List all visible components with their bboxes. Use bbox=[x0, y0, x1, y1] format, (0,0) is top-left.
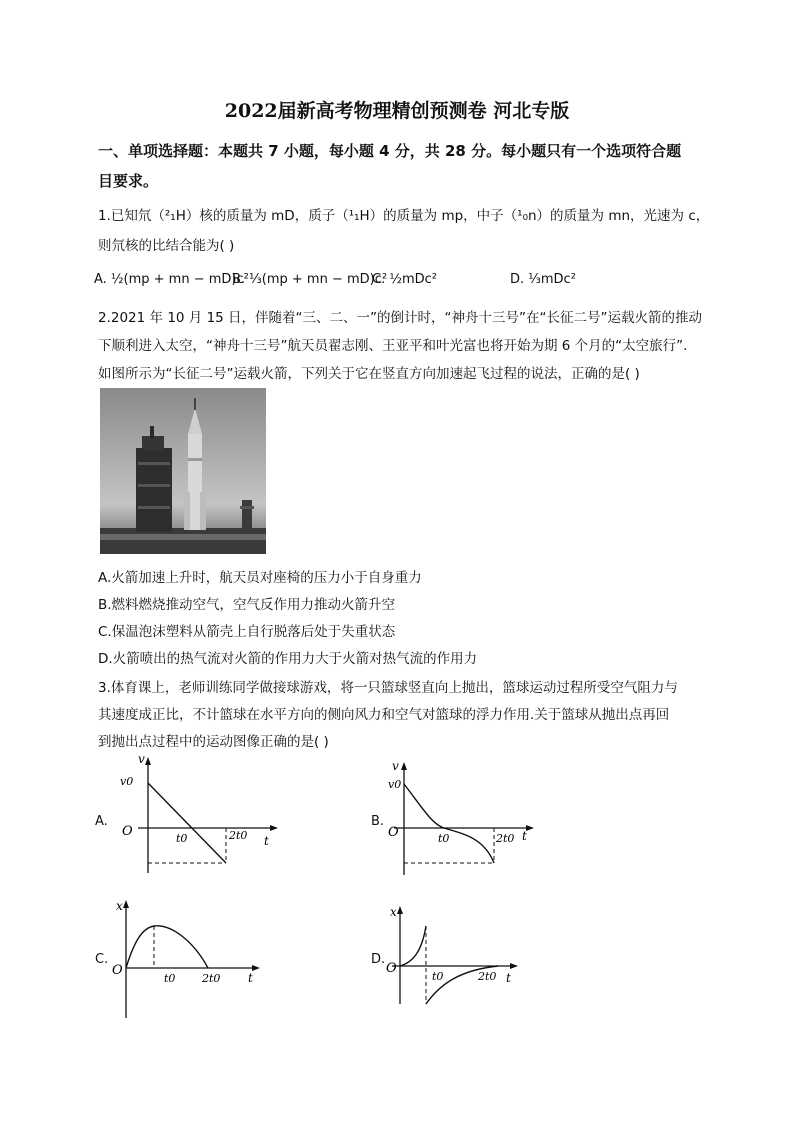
graph-c-t0: t0 bbox=[164, 972, 176, 985]
graph-a-x-arrow bbox=[270, 825, 278, 831]
graph-a-t0: t0 bbox=[176, 832, 188, 845]
q1-stem-line1: 1.已知氘（²₁H）核的质量为 mD，质子（¹₁H）的质量为 mp，中子（¹₀n）的质量为 mn，光速为 c， bbox=[98, 208, 710, 224]
q3-stem-line2: 其速度成正比，不计篮球在水平方向的侧向风力和空气对篮球的浮力作用.关于篮球从抛出点再回 bbox=[98, 707, 670, 723]
q3-stem-line3: 到抛出点过程中的运动图像正确的是( ) bbox=[98, 734, 329, 750]
graph-b-vt bbox=[384, 760, 554, 885]
graph-b-2t0: 2t0 bbox=[496, 832, 515, 845]
q2-option-b: B.燃料燃烧推动空气，空气反作用力推动火箭升空 bbox=[98, 597, 396, 613]
section-heading-line2: 目要求。 bbox=[98, 172, 159, 190]
q1-option-d: D. ⅓mDc² bbox=[510, 272, 576, 287]
graph-c-origin: O bbox=[112, 963, 123, 978]
graph-d-origin: O bbox=[386, 961, 397, 976]
graph-b-origin: O bbox=[388, 825, 399, 840]
graph-c-y-arrow bbox=[123, 900, 129, 908]
graph-c-t-label: t bbox=[248, 971, 253, 985]
q2-stem-line3: 如图所示为“长征二号”运载火箭，下列关于它在竖直方向加速起飞过程的说法，正确的是( ) bbox=[98, 366, 640, 382]
graph-b-v0: v0 bbox=[388, 778, 402, 791]
q2-stem-line2: 下顺利进入太空，“神舟十三号”航天员翟志刚、王亚平和叶光富也将开始为期 6 个月的“太空旅行”. bbox=[98, 338, 688, 354]
graph-d-label: D. bbox=[371, 952, 386, 967]
q1-option-c: C. ½mDc² bbox=[372, 272, 437, 287]
graph-c-2t0: 2t0 bbox=[202, 972, 221, 985]
page-title: 2022届新高考物理精创预测卷 河北专版 bbox=[224, 100, 570, 122]
graph-d-xt bbox=[384, 904, 524, 1008]
section-heading-line1: 一、单项选择题：本题共 7 小题，每小题 4 分，共 28 分。每小题只有一个选项符合题 bbox=[98, 142, 682, 160]
graph-a-curve bbox=[148, 783, 226, 863]
q2-stem-line1: 2.2021 年 10 月 15 日，伴随着“三、二、一”的倒计时，“神舟十三号”在“长征二号”运载火箭的推动 bbox=[98, 310, 703, 326]
graph-a-v0: v0 bbox=[120, 775, 134, 788]
graph-b-curve bbox=[404, 784, 494, 863]
graph-b-t-label: t bbox=[522, 829, 527, 843]
graph-a-vt bbox=[112, 755, 282, 880]
graph-a-y-arrow bbox=[145, 757, 151, 765]
rocket-photo bbox=[100, 388, 266, 554]
graph-d-t-label: t bbox=[506, 971, 511, 985]
graph-d-curve-rise bbox=[400, 926, 426, 966]
graph-d-y-label: x bbox=[390, 905, 397, 919]
graph-b-t0: t0 bbox=[438, 832, 450, 845]
graph-a-origin: O bbox=[122, 824, 133, 839]
q1-option-b: B. ⅓(mp + mn − mD)c² bbox=[232, 272, 388, 287]
graph-c-xt bbox=[110, 898, 270, 1020]
graph-d-y-arrow bbox=[397, 906, 403, 914]
graph-a-t-label: t bbox=[264, 834, 269, 848]
graph-b-y-arrow bbox=[401, 762, 407, 770]
graph-d-x-arrow bbox=[510, 963, 518, 969]
q1-stem-line2: 则氘核的比结合能为( ) bbox=[98, 238, 235, 254]
q2-option-d: D.火箭喷出的热气流对火箭的作用力大于火箭对热气流的作用力 bbox=[98, 651, 478, 667]
q2-option-c: C.保温泡沫塑料从箭壳上自行脱落后处于失重状态 bbox=[98, 624, 396, 640]
graph-b-y-label: v bbox=[392, 760, 399, 773]
graph-d-t0: t0 bbox=[432, 970, 444, 983]
q2-option-a: A.火箭加速上升时，航天员对座椅的压力小于自身重力 bbox=[98, 570, 422, 586]
graph-a-label: A. bbox=[95, 814, 108, 829]
graph-a-2t0: 2t0 bbox=[229, 829, 248, 842]
graph-d-2t0: 2t0 bbox=[478, 970, 497, 983]
graph-b-label: B. bbox=[371, 814, 385, 829]
graph-c-curve bbox=[126, 926, 208, 968]
graph-a-y-label: v bbox=[138, 755, 145, 766]
graph-c-x-arrow bbox=[252, 965, 260, 971]
graph-b-x-arrow bbox=[526, 825, 534, 831]
graph-c-y-label: x bbox=[116, 899, 123, 913]
q3-stem-line1: 3.体育课上，老师训练同学做接球游戏，将一只篮球竖直向上抛出，篮球运动过程所受空气阻力与 bbox=[98, 680, 678, 696]
q1-option-a: A. ½(mp + mn − mD)c² bbox=[94, 272, 249, 287]
graph-c-label: C. bbox=[95, 952, 109, 967]
